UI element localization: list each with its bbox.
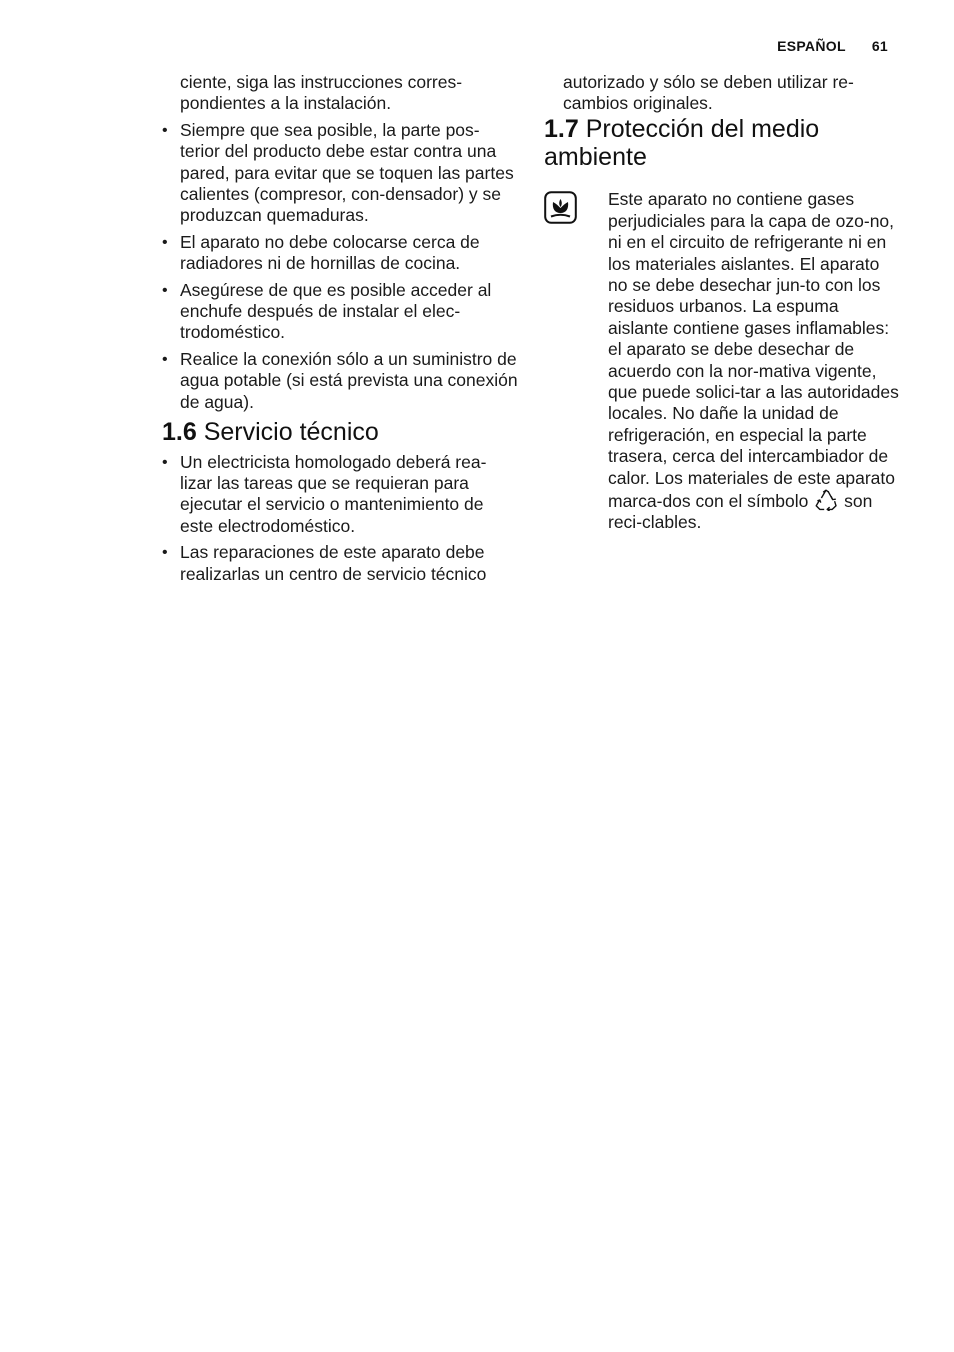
list-item: • Un electricista homologado deberá rea-lizar las tareas que se requieran para ejecutar el servicio o mantenimiento de este electrodoméstico. [162,452,518,538]
environment-flower-icon [544,191,577,224]
continuation-text: autorizado y sólo se deben utilizar re-cambios originales. [563,72,854,114]
list-item: • Realice la conexión sólo a un suministro de agua potable (si está prevista una conexión de agua). [162,349,518,413]
section-heading-1-7 [544,115,899,172]
left-column [162,72,518,590]
section-title: Servicio técnico [203,418,379,447]
environment-block [544,189,899,534]
installation-bullet-list [162,120,518,413]
list-item: • El aparato no debe colocarse cerca de radiadores ni de hornillas de cocina. [162,232,518,275]
section-title: Protección del medio ambiente [544,114,820,172]
recycle-icon [815,489,837,511]
section-number: 1.7 [544,114,579,143]
page-header [777,38,888,54]
environment-text-part: Este aparato no contiene gases perjudiciales para la capa de ozo-no, ni en el circuito de refrigerante ni en los materiales aislantes. El aparato no se debe desechar jun-to con los residuos urbanos. La espuma aislante contiene gases inflamables: el aparato se debe desechar de acuerdo con la nor-mativa vigente, que puede solici-tar a las autoridades locales. No dañe la unidad de refrigeración, en especial la parte trasera, cerca del intercambiador de calor. Los materiales de este aparato marca-dos con el símbolo [608,189,899,511]
service-bullet-list [162,452,518,585]
list-item: • Las reparaciones de este aparato debe realizarlas un centro de servicio técnico [162,542,518,585]
header-language: ESPAÑOL [777,38,846,54]
page-number: 61 [871,38,888,54]
right-column [544,72,899,551]
section-heading-1-6 [162,418,518,447]
continuation-text: ciente, siga las instrucciones corres-pondientes a la instalación. [180,72,463,114]
environment-text-part: son reci-clables. [608,491,873,533]
section-number: 1.6 [162,418,197,447]
list-item: • Asegúrese de que es posible acceder al enchufe después de instalar el elec-trodoméstico. [162,280,518,344]
environment-text [608,189,899,534]
list-item: • Siempre que sea posible, la parte pos-terior del producto debe estar contra una pared, para evitar que se toquen las partes calientes (compresor, con-densador) y se produzcan quemaduras. [162,120,518,227]
